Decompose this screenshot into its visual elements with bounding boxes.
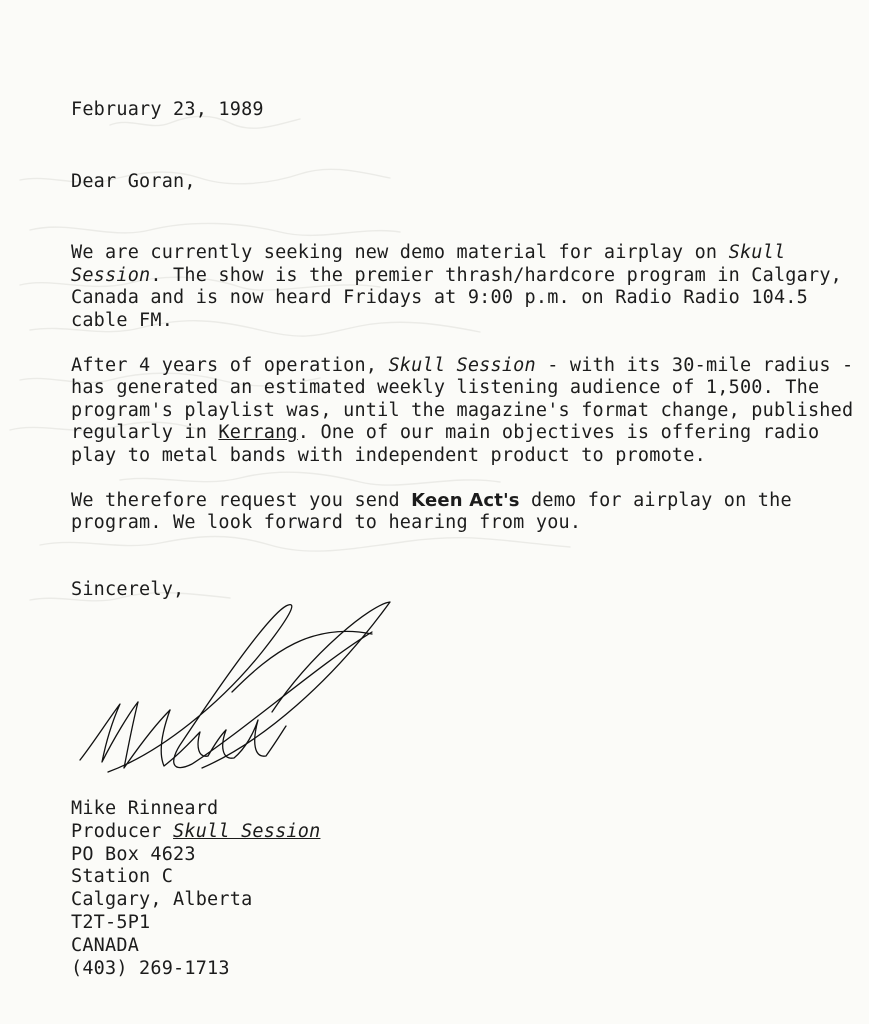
signature-block [71, 798, 320, 980]
paragraph-1-text-b: . The show is the premier thrash/hardcore program in Calgary, Canada and is now heard Fridays at 9:00 p.m. on Radio Radio 104.5 cable FM. [71, 264, 842, 331]
letter-date: February 23, 1989 [71, 99, 264, 120]
magazine-name: Kerrang [218, 422, 298, 444]
sender-name: Mike Rinneard [71, 798, 219, 819]
address-line-2: Station C [71, 866, 174, 888]
paragraph-1 [71, 242, 861, 332]
show-name: Skull Session [71, 242, 786, 286]
address-line-1: PO Box 4623 [71, 843, 196, 865]
paragraph-1-text-a: We are currently seeking new demo material for airplay on [71, 242, 729, 264]
sender-title [71, 821, 320, 844]
paragraph-2 [71, 355, 861, 468]
address-city: Calgary, Alberta [71, 889, 253, 911]
paragraph-3-text-b: demo for airplay on the program. We look forward to hearing from you. [71, 489, 792, 534]
paragraph-3-text-a: We therefore request you send [71, 489, 412, 511]
paragraph-2-text-c: . One of our main objectives is offering radio play to metal bands with independent product to promote. [71, 422, 820, 466]
letter-body [71, 99, 861, 601]
show-name: Skull Session [388, 354, 536, 376]
paragraph-2-text-a: After 4 years of operation, [71, 354, 389, 376]
closing: Sincerely, [71, 578, 185, 600]
sender-title-show: Skull Session [173, 820, 321, 842]
signature [72, 592, 402, 792]
band-name: Keen Act's [411, 489, 520, 511]
address-postal: T2T-5P1 [71, 911, 151, 933]
address-country: CANADA [71, 934, 140, 956]
paragraph-2-text-b: - with its 30-mile radius - has generated an estimated weekly listening audience of 1,500. The program's playlist was, until the magazine's format change, published regularly in [71, 354, 854, 444]
salutation: Dear Goran, [71, 170, 196, 192]
paragraph-3 [71, 490, 861, 535]
phone-number: (403) 269-1713 [71, 957, 230, 979]
sender-title-prefix: Producer [71, 820, 174, 842]
